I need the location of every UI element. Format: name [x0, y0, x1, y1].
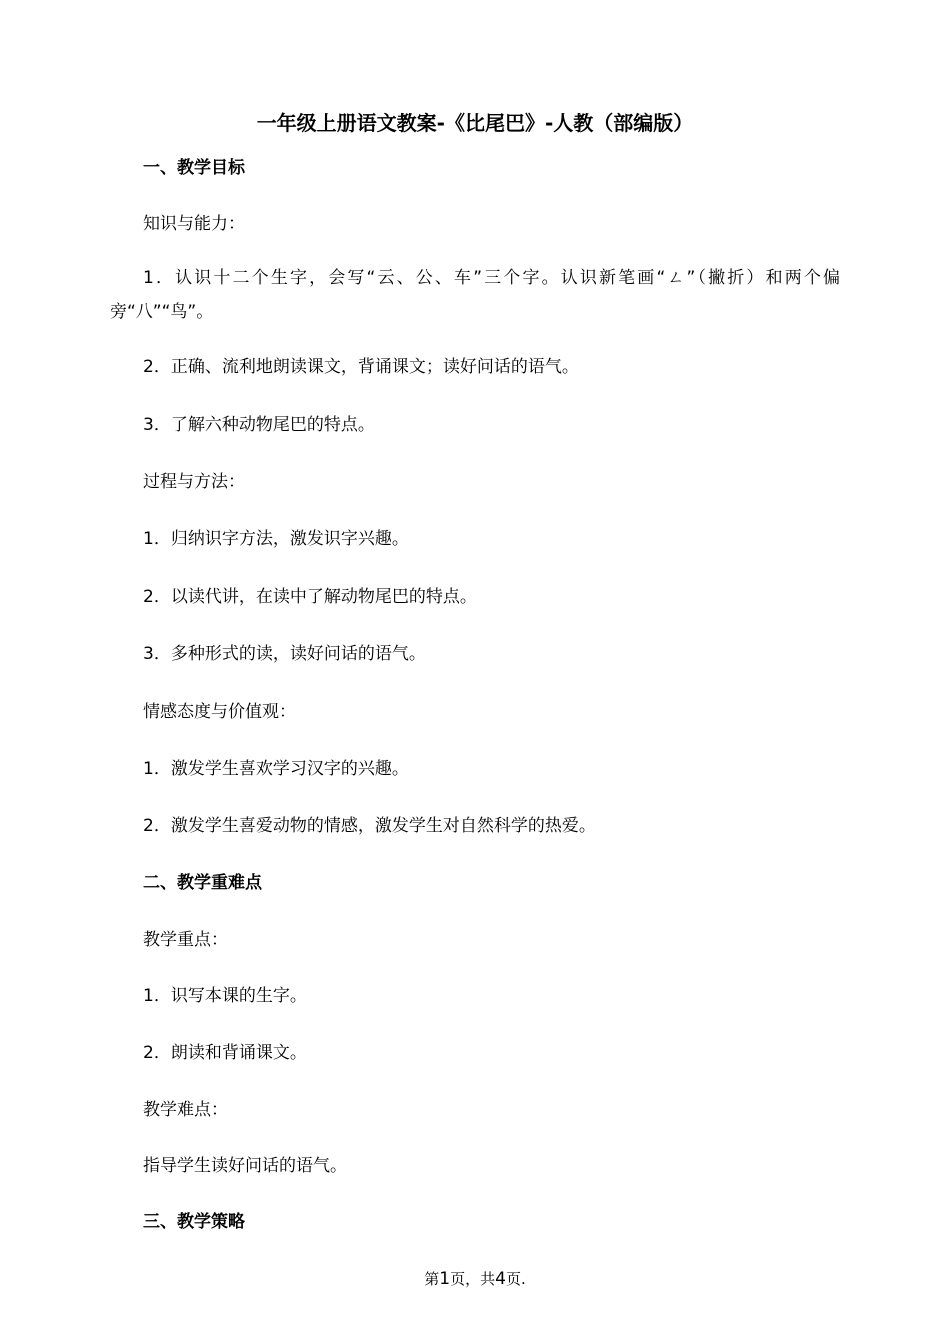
section-heading-objectives: 一、教学目标: [143, 158, 245, 178]
key-item-2: 2．朗读和背诵课文。: [143, 1043, 307, 1063]
footer-total-pages: 4: [495, 1269, 506, 1289]
footer-page-number: 1: [439, 1269, 451, 1289]
page-footer: [0, 1268, 950, 1290]
knowledge-item-1: 1．认识十二个生字，会写“云、公、车”三个字。认识新笔画“ㄥ”（撇折）和两个偏旁“八”“鸟”。: [110, 268, 840, 322]
section-heading-key-points: 二、教学重难点: [143, 873, 262, 893]
section-heading-strategy: 三、教学策略: [143, 1212, 245, 1232]
emotion-item-1: 1．激发学生喜欢学习汉字的兴趣。: [143, 759, 409, 779]
subheading-difficulty: 教学难点：: [143, 1100, 228, 1120]
key-item-1: 1．识写本课的生字。: [143, 986, 307, 1006]
footer-suffix: 页.: [505, 1270, 526, 1288]
process-item-2: 2．以读代讲，在读中了解动物尾巴的特点。: [143, 587, 477, 607]
footer-prefix: 第: [424, 1270, 440, 1288]
footer-middle: 页，共: [450, 1270, 496, 1288]
emotion-item-2: 2．激发学生喜爱动物的情感，激发学生对自然科学的热爱。: [143, 816, 596, 836]
subheading-process: 过程与方法：: [143, 472, 245, 492]
process-item-1: 1．归纳识字方法，激发识字兴趣。: [143, 529, 409, 549]
subheading-emotion: 情感态度与价值观：: [143, 702, 296, 722]
difficulty-text: 指导学生读好问话的语气。: [143, 1156, 347, 1176]
document-title: 一年级上册语文教案-《比尾巴》-人教（部编版）: [256, 111, 694, 135]
subheading-knowledge: 知识与能力：: [143, 214, 245, 234]
knowledge-item-3: 3．了解六种动物尾巴的特点。: [143, 415, 375, 435]
subheading-key: 教学重点：: [143, 930, 228, 950]
knowledge-item-2: 2．正确、流利地朗读课文，背诵课文；读好问话的语气。: [143, 357, 579, 377]
process-item-3: 3．多种形式的读，读好问话的语气。: [143, 644, 426, 664]
